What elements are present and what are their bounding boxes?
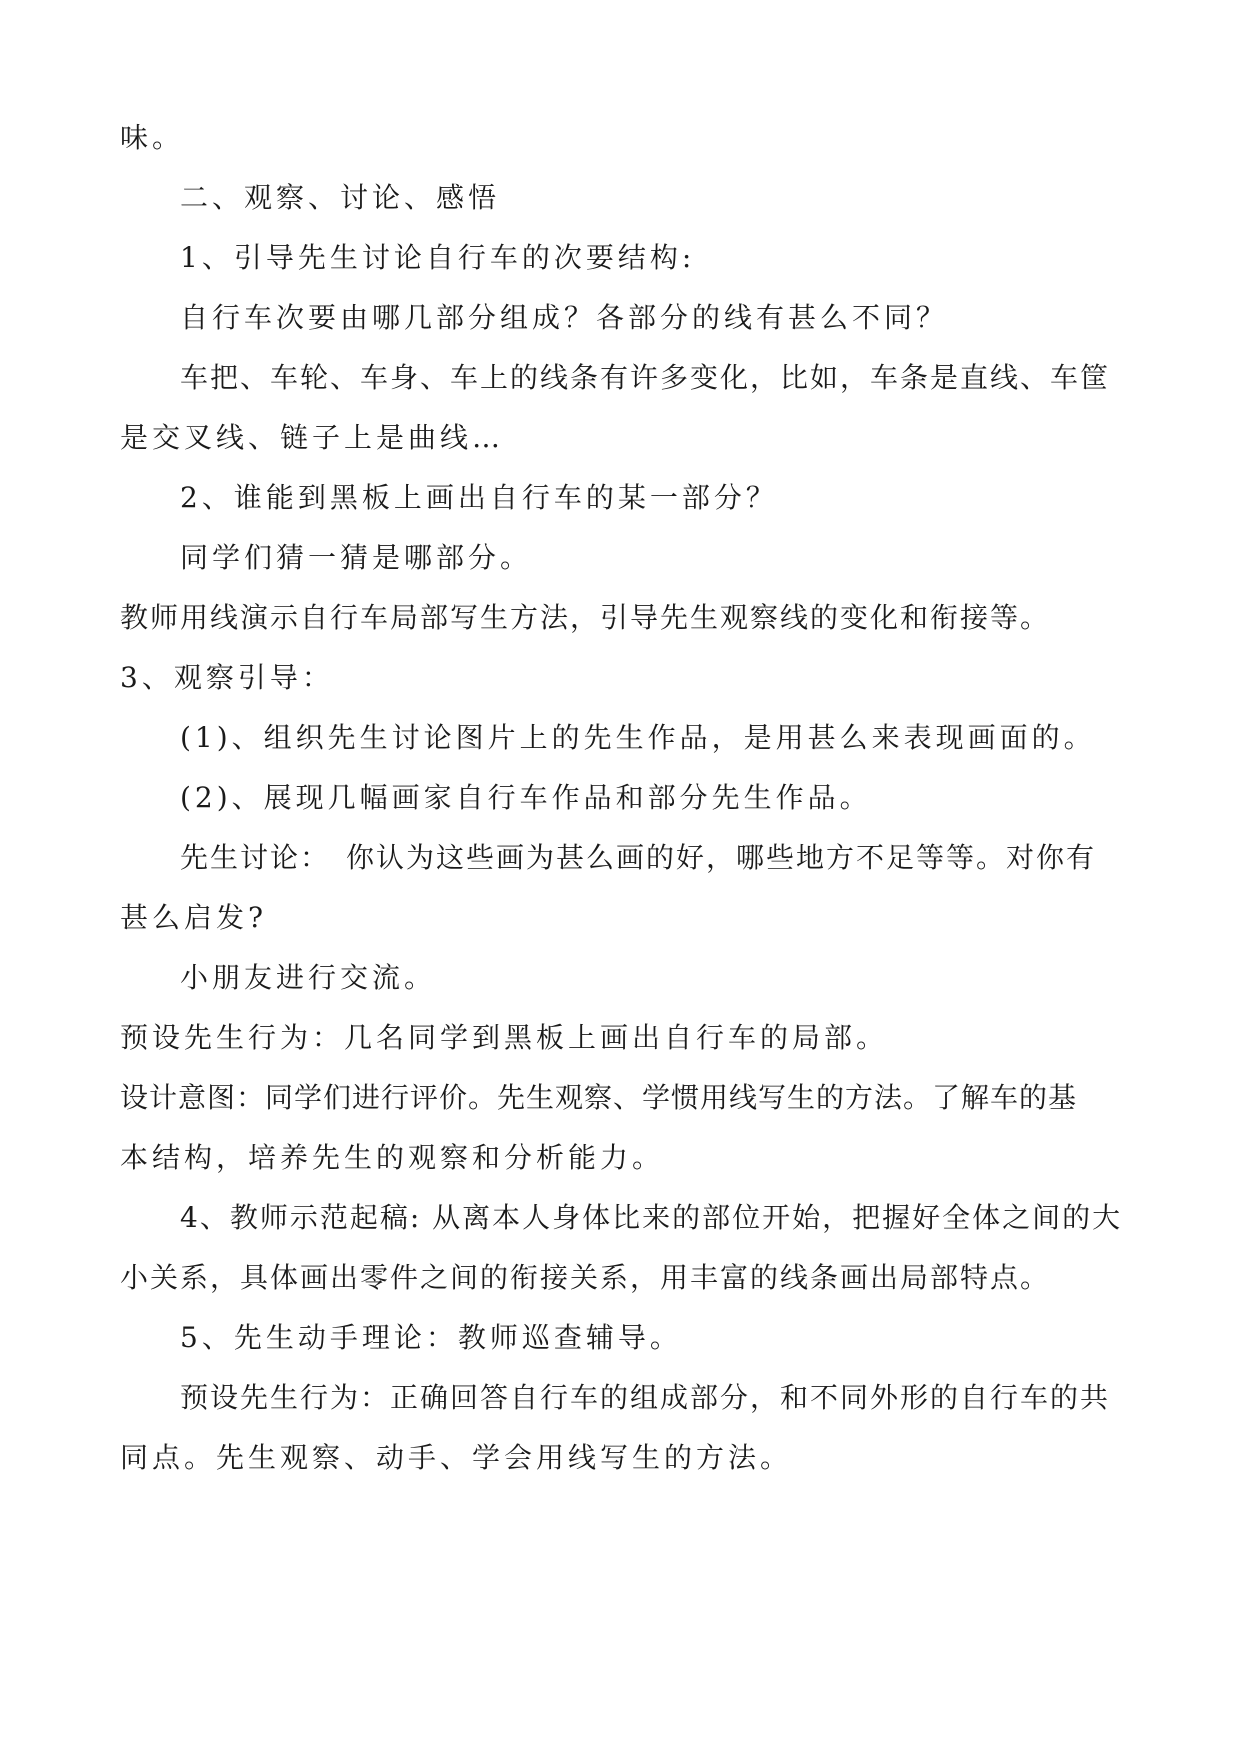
section-heading: 二、观察、讨论、感悟 — [180, 181, 501, 214]
text-line: 小关系，具体画出零件之间的衔接关系，用丰富的线条画出局部特点。 — [120, 1261, 1051, 1294]
text-line: 甚么启发? — [120, 901, 268, 934]
text-line: 车把、车轮、车身、车上的线条有许多变化，比如，车条是直线、车筐 — [180, 361, 1111, 394]
text-line: 4、教师示范起稿: 从离本人身体比来的部位开始，把握好全体之间的大 — [180, 1201, 1123, 1234]
text-line: 同点。先生观察、动手、学会用线写生的方法。 — [120, 1441, 793, 1474]
text-line: 预设先生行为：正确回答自行车的组成部分，和不同外形的自行车的共 — [180, 1381, 1111, 1414]
text-line: 教师用线演示自行车局部写生方法，引导先生观察线的变化和衔接等。 — [120, 601, 1051, 634]
text-line: (2)、展现几幅画家自行车作品和部分先生作品。 — [180, 781, 872, 814]
text-line: 2、谁能到黑板上画出自行车的某一部分？ — [180, 481, 778, 514]
text-line: 1、引导先生讨论自行车的次要结构: — [180, 241, 696, 274]
text-line: 是交叉线、链子上是曲线… — [120, 421, 505, 454]
text-line: (1)、组织先生讨论图片上的先生作品，是用甚么来表现画面的。 — [180, 721, 1096, 754]
text-line: 先生讨论： 你认为这些画为甚么画的好，哪些地方不足等等。对你有 — [180, 841, 1097, 874]
text-line: 3、观察引导： — [120, 661, 334, 694]
text-line: 自行车次要由哪几部分组成？各部分的线有甚么不同？ — [180, 301, 949, 334]
text-line: 预设先生行为：几名同学到黑板上画出自行车的局部。 — [120, 1021, 889, 1054]
text-line: 同学们猜一猜是哪部分。 — [180, 541, 533, 574]
text-line: 本结构，培养先生的观察和分析能力。 — [120, 1141, 665, 1174]
text-line: 小朋友进行交流。 — [180, 961, 437, 994]
text-line: 设计意图：同学们进行评价。先生观察、学惯用线写生的方法。了解车的基 — [120, 1081, 1078, 1114]
text-line: 5、先生动手理论：教师巡查辅导。 — [180, 1321, 682, 1354]
text-line: 味。 — [120, 121, 185, 154]
